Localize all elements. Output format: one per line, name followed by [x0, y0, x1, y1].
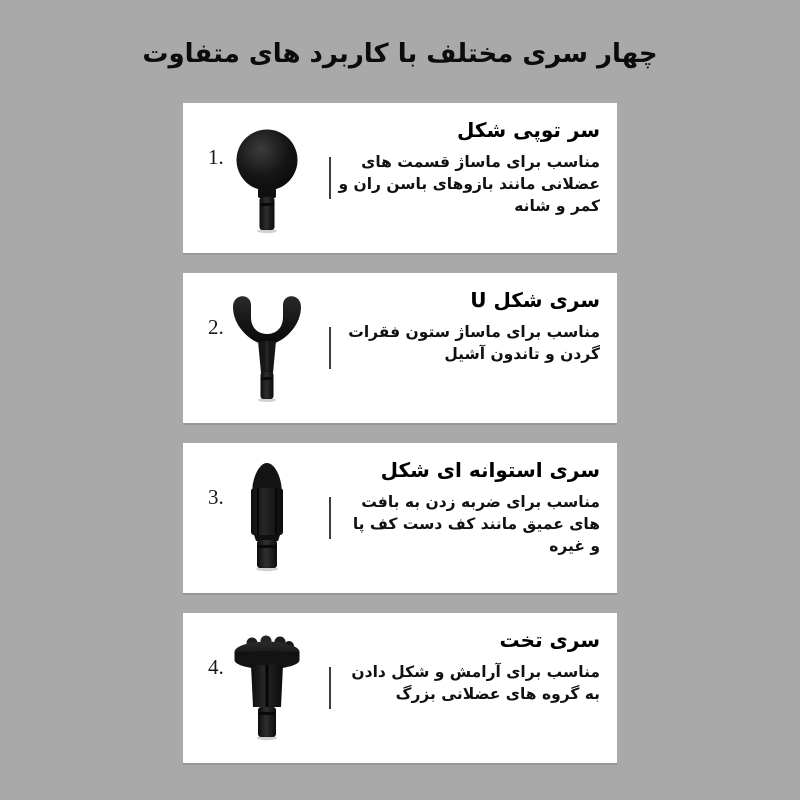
card-title: سری تخت	[499, 628, 600, 652]
card-description: مناسب برای ماساژ قسمت های عضلانی مانند بازوهای باسن ران و کمر و شانه	[338, 153, 600, 215]
ball-head-icon	[222, 115, 312, 241]
flat-head-icon	[222, 625, 312, 751]
card-number: 1.	[208, 145, 224, 169]
card-description: مناسب برای ضربه زدن به بافت های عمیق مانند کف دست کف پا و غیره	[352, 493, 600, 555]
card-title: سر توپی شکل	[457, 118, 600, 142]
card-text-block	[338, 118, 600, 217]
card-number: 4.	[208, 655, 224, 679]
page-title: چهار سری مختلف با کاربرد های متفاوت	[142, 39, 658, 70]
cylinder-head-icon	[222, 455, 312, 581]
card-description: مناسب برای ماساژ ستون فقرات گردن و تاندون آشیل	[348, 323, 600, 363]
card-title: سری شکل U	[470, 288, 600, 312]
card-number: 2.	[208, 315, 224, 339]
card-cylinder-head	[183, 443, 617, 593]
divider	[329, 667, 331, 709]
card-description: مناسب برای آرامش و شکل دادن به گروه های عضلانی بزرگ	[351, 663, 600, 703]
card-u-shaped-head	[183, 273, 617, 423]
card-text-block	[338, 628, 600, 705]
card-flat-head	[183, 613, 617, 763]
card-text-block	[338, 288, 600, 365]
divider	[329, 497, 331, 539]
card-list	[183, 103, 617, 763]
divider	[329, 327, 331, 369]
card-ball-head	[183, 103, 617, 253]
card-text-block	[338, 458, 600, 557]
card-title: سری استوانه ای شکل	[380, 458, 600, 482]
u-shaped-head-icon	[222, 285, 312, 411]
divider	[329, 157, 331, 199]
card-number: 3.	[208, 485, 224, 509]
